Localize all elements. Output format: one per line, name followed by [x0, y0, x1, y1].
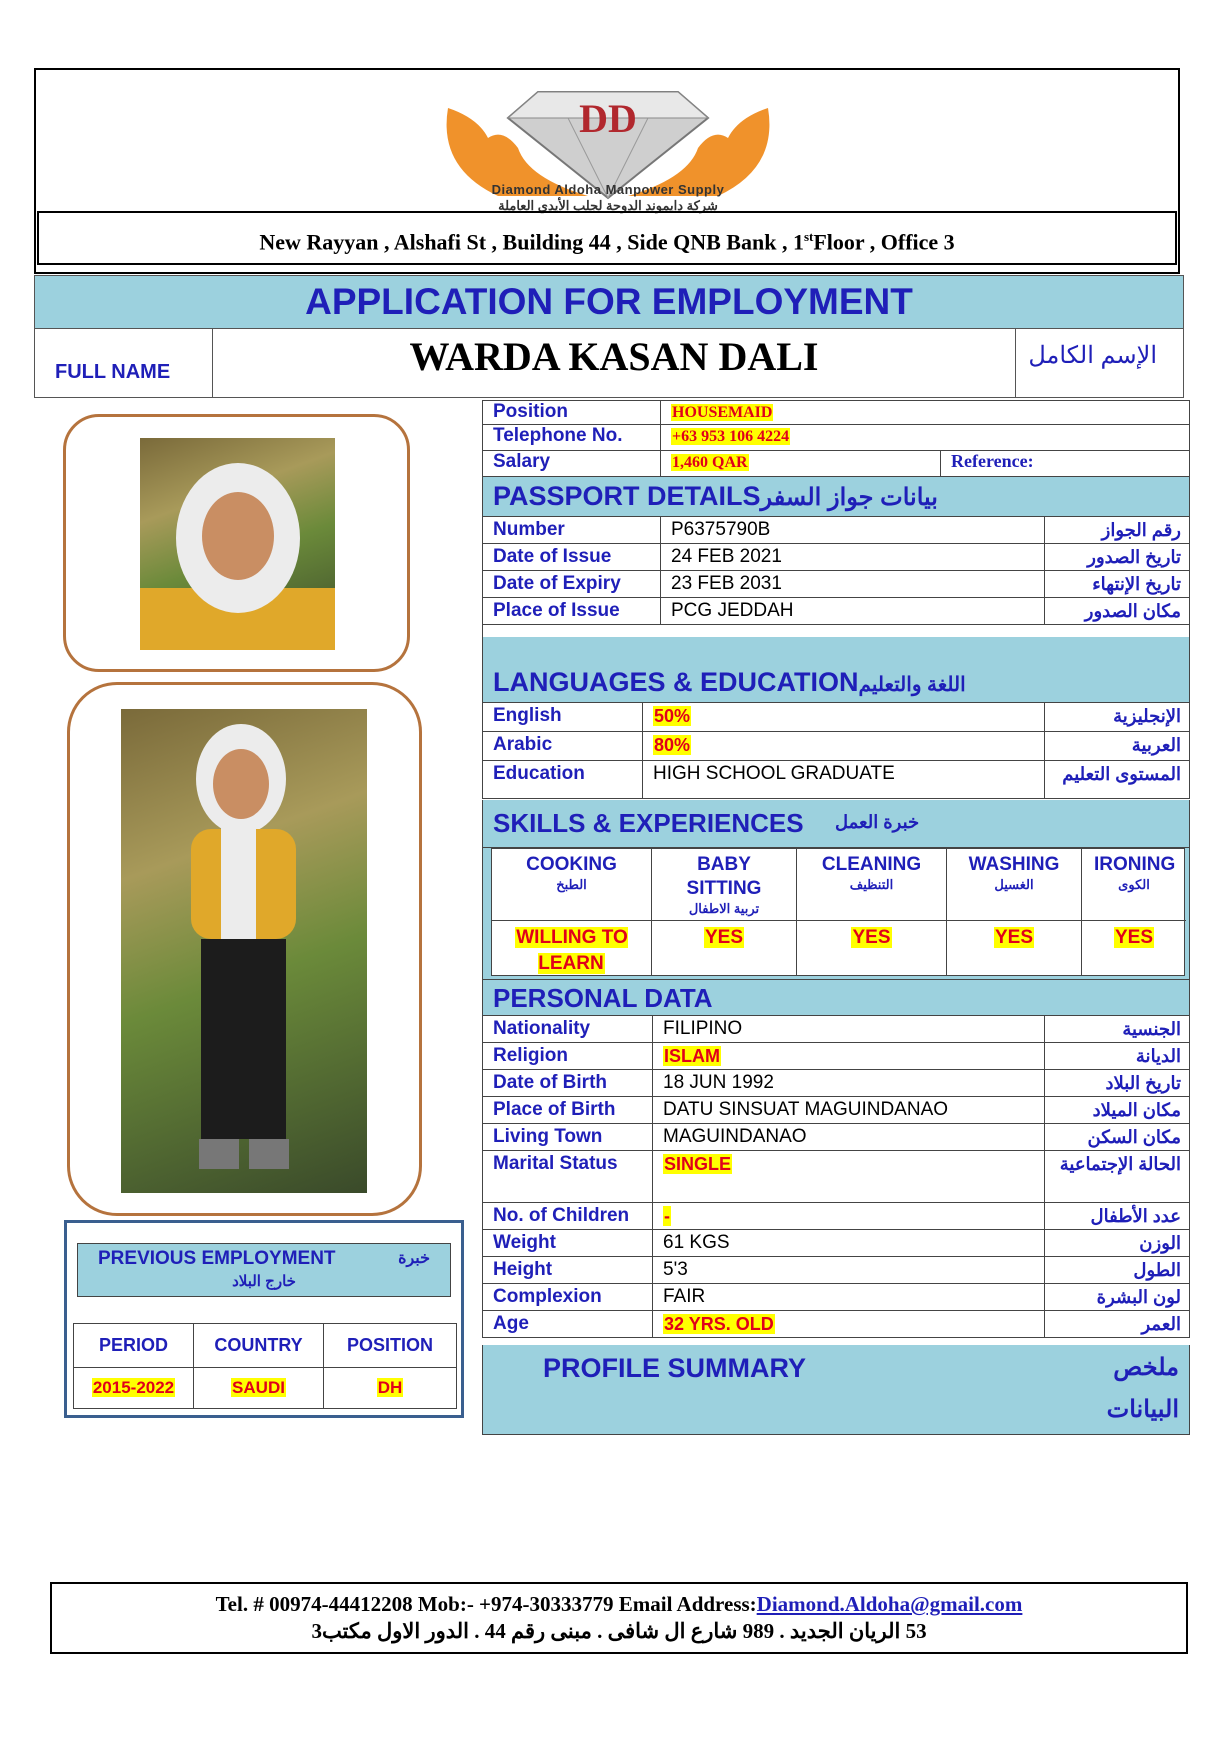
personal-value-cell [653, 1230, 1045, 1256]
personal-section-header [482, 980, 1190, 1016]
passport-value: 23 FEB 2031 [671, 573, 782, 594]
salary-row [482, 451, 1190, 477]
skill-column [492, 849, 652, 975]
language-ar: المستوى التعليم [1062, 764, 1181, 784]
personal-label: No. of Children [483, 1203, 653, 1229]
skill-name-ar: تربية الاطفال [688, 901, 760, 916]
personal-row [482, 1043, 1190, 1070]
page-title: APPLICATION FOR EMPLOYMENT [34, 275, 1184, 329]
personal-value: 61 KGS [663, 1232, 730, 1253]
personal-value-cell [653, 1311, 1045, 1337]
skill-header [652, 849, 796, 921]
personal-ar: العمر [1141, 1314, 1181, 1334]
address-end: Floor , Office 3 [813, 229, 955, 255]
portrait-photo [140, 438, 335, 650]
language-value-cell [643, 703, 1045, 731]
personal-value: MAGUINDANAO [663, 1126, 807, 1147]
passport-value-cell [661, 544, 1045, 570]
personal-value-cell [653, 1151, 1045, 1202]
language-label: English [483, 703, 643, 731]
skill-name: CLEANING [821, 854, 922, 875]
profile-summary-title-ar-2: البيانات [1106, 1396, 1179, 1423]
passport-label: Date of Issue [483, 544, 661, 570]
passport-row [482, 544, 1190, 571]
personal-row [482, 1097, 1190, 1124]
personal-ar: مكان الميلاد [1092, 1100, 1181, 1120]
languages-title-en: LANGUAGES & EDUCATION [493, 667, 859, 697]
language-label: Arabic [483, 732, 643, 760]
skills-section-header [482, 800, 1190, 848]
position-value-cell [661, 401, 1189, 424]
position-value: HOUSEMAID [672, 404, 773, 421]
language-ar: الإنجليزية [1113, 706, 1181, 726]
personal-ar: عدد الأطفال [1090, 1206, 1181, 1226]
personal-row [482, 1257, 1190, 1284]
address-sup: st [803, 229, 814, 244]
previous-employment-table [73, 1323, 457, 1409]
passport-ar: تاريخ الإنتهاء [1092, 574, 1181, 594]
languages-title-ar: اللغة والتعليم [858, 674, 966, 696]
skills-title-ar: خبرة العمل [835, 812, 920, 832]
personal-value: SINGLE [664, 1154, 732, 1174]
personal-ar: تاريخ البلاد [1105, 1073, 1181, 1093]
skill-column [652, 849, 797, 975]
previous-employment-title: PREVIOUS EMPLOYMENT [98, 1248, 336, 1269]
personal-value: 32 YRS. OLD [664, 1314, 774, 1334]
previous-employment-box [64, 1220, 464, 1418]
passport-label: Date of Expiry [483, 571, 661, 597]
logo-text-en: Diamond Aldoha Manpower Supply [491, 182, 725, 197]
logo-text-ar: شركة دايموند الدوحة لجلب الأيدي العاملة [498, 198, 718, 213]
personal-row [482, 1284, 1190, 1311]
language-value-cell [643, 732, 1045, 760]
skill-value-cell [797, 925, 946, 951]
skill-column [797, 849, 947, 975]
skill-value: WILLING TO LEARN [516, 927, 628, 974]
previous-employment-title-ar-2: خارج البلاد [232, 1273, 296, 1290]
personal-label: Height [483, 1257, 653, 1283]
skill-name-ar: الطبخ [556, 877, 587, 892]
skill-value: YES [852, 927, 891, 948]
position-label: Position [483, 401, 661, 424]
personal-value-cell [653, 1016, 1045, 1042]
personal-ar: لون البشرة [1096, 1287, 1181, 1307]
skill-value: YES [994, 927, 1034, 948]
skills-grid-wrap [482, 848, 1190, 980]
skill-name-ar: الغسيل [994, 877, 1034, 892]
skill-header [947, 849, 1081, 921]
passport-value: P6375790B [671, 519, 771, 540]
skill-header [797, 849, 946, 921]
languages-section-header [482, 637, 1190, 703]
reference-label: Reference: [951, 451, 1034, 471]
personal-value-cell [653, 1203, 1045, 1229]
skill-column [1082, 849, 1186, 975]
personal-ar: الحالة الإجتماعية [1059, 1154, 1181, 1174]
salary-value-cell [661, 451, 941, 476]
address-text: New Rayyan , Alshafi St , Building 44 , Side QNB Bank , 1 [259, 229, 804, 255]
footer-address-ar: 53 الريان الجديد . 989 شارع ال شافى . مبنى رقم 44 . الدور الاول مكتب3 [311, 1619, 927, 1643]
personal-value: FAIR [663, 1286, 706, 1307]
passport-value: 24 FEB 2021 [671, 546, 782, 567]
personal-row [482, 1070, 1190, 1097]
full-name-label-ar: الإسم الكامل [1028, 342, 1157, 369]
personal-value: 5'3 [663, 1259, 688, 1280]
skill-name: IRONING [1094, 854, 1176, 875]
prev-period: 2015-2022 [92, 1378, 175, 1397]
personal-label: Date of Birth [483, 1070, 653, 1096]
personal-value: ISLAM [664, 1046, 720, 1066]
photo-frame-1 [63, 414, 410, 672]
language-value-cell [643, 761, 1045, 798]
passport-section-header [482, 477, 1190, 517]
personal-value-cell [653, 1070, 1045, 1096]
personal-label: Complexion [483, 1284, 653, 1310]
prev-country-cell [194, 1368, 324, 1409]
footer [50, 1582, 1188, 1654]
footer-email-link[interactable]: Diamond.Aldoha@gmail.com [756, 1592, 1023, 1616]
person-full-icon [121, 709, 367, 1193]
personal-label: Place of Birth [483, 1097, 653, 1123]
passport-ar: تاريخ الصدور [1087, 547, 1181, 567]
personal-ar: الديانة [1135, 1046, 1181, 1066]
telephone-row [482, 425, 1190, 451]
prev-country: SAUDI [232, 1378, 285, 1397]
skills-grid [491, 848, 1185, 976]
languages-title [493, 667, 966, 698]
salary-label: Salary [483, 451, 661, 476]
skill-name: COOKING [526, 854, 617, 875]
person-icon [140, 438, 335, 650]
personal-label: Living Town [483, 1124, 653, 1150]
passport-value: PCG JEDDAH [671, 600, 794, 621]
skills-title: SKILLS & EXPERIENCES [493, 808, 804, 838]
skill-value-cell [652, 925, 796, 951]
personal-row [482, 1016, 1190, 1043]
profile-summary-title-ar-1: ملخص [1113, 1354, 1179, 1381]
personal-title: PERSONAL DATA [493, 983, 713, 1013]
photo-frame-2 [67, 682, 422, 1216]
language-row [482, 703, 1190, 732]
skill-name-ar: الكوى [1118, 877, 1150, 892]
telephone-value: +63 953 106 4224 [672, 428, 790, 445]
prev-header-country: COUNTRY [194, 1324, 324, 1368]
position-row [482, 400, 1190, 425]
full-name-label: FULL NAME [55, 361, 171, 383]
personal-label: Age [483, 1311, 653, 1337]
language-value: 50% [654, 706, 691, 726]
skill-value-cell [492, 925, 651, 977]
passport-title-en: PASSPORT DETAILS [493, 481, 761, 511]
personal-label: Weight [483, 1230, 653, 1256]
salary-value: 1,460 QAR [672, 454, 748, 471]
personal-value-cell [653, 1257, 1045, 1283]
skill-header [1082, 849, 1186, 921]
personal-ar: الوزن [1139, 1233, 1181, 1253]
language-row [482, 732, 1190, 761]
skill-name: WASHING [968, 854, 1060, 875]
language-label: Education [483, 761, 643, 798]
language-row [482, 761, 1190, 799]
full-name-row [34, 328, 1184, 398]
svg-text:DD: DD [579, 96, 637, 141]
passport-title [493, 481, 938, 512]
language-ar: العربية [1131, 735, 1181, 755]
personal-value-cell [653, 1043, 1045, 1069]
passport-title-ar: بيانات جواز السفر [760, 484, 938, 511]
passport-row [482, 517, 1190, 544]
prev-period-cell [74, 1368, 194, 1409]
personal-value-cell [653, 1124, 1045, 1150]
skill-value-cell [947, 925, 1081, 951]
personal-value-cell [653, 1097, 1045, 1123]
passport-ar: مكان الصدور [1084, 601, 1181, 621]
prev-header-period: PERIOD [74, 1324, 194, 1368]
language-value: HIGH SCHOOL GRADUATE [653, 763, 895, 784]
personal-value: FILIPINO [663, 1018, 743, 1039]
profile-summary-section [482, 1345, 1190, 1435]
personal-value: DATU SINSUAT MAGUINDANAO [663, 1099, 949, 1120]
personal-label: Religion [483, 1043, 653, 1069]
prev-position: DH [377, 1378, 403, 1397]
personal-row [482, 1151, 1190, 1203]
company-address [37, 211, 1177, 265]
passport-value-cell [661, 517, 1045, 543]
skill-value: YES [1114, 927, 1154, 948]
personal-value: - [664, 1206, 670, 1226]
skill-name-ar: التنظيف [849, 877, 894, 892]
prev-header-position: POSITION [324, 1324, 457, 1368]
language-value: 80% [654, 735, 691, 755]
personal-row [482, 1124, 1190, 1151]
full-name-ar-cell [1015, 329, 1183, 397]
full-name-label-cell [35, 329, 213, 397]
personal-label: Marital Status [483, 1151, 653, 1202]
previous-employment-title-ar-1: خبرة [398, 1250, 430, 1267]
personal-row [482, 1311, 1190, 1338]
skill-column [947, 849, 1082, 975]
passport-row [482, 571, 1190, 598]
footer-contact [52, 1592, 1186, 1617]
skill-header [492, 849, 651, 921]
logo [408, 78, 808, 218]
passport-value-cell [661, 571, 1045, 597]
passport-label: Number [483, 517, 661, 543]
passport-row [482, 598, 1190, 625]
skill-name: BABY SITTING [686, 854, 762, 899]
personal-row [482, 1230, 1190, 1257]
profile-summary-title: PROFILE SUMMARY [543, 1353, 806, 1383]
full-body-photo [121, 709, 367, 1193]
personal-value-cell [653, 1284, 1045, 1310]
full-name-value: WARDA KASAN DALI [409, 334, 819, 379]
prev-position-cell [324, 1368, 457, 1409]
personal-ar: الجنسية [1122, 1019, 1181, 1039]
skill-value-cell [1082, 925, 1186, 951]
passport-filler [482, 625, 1190, 637]
skill-value: YES [704, 927, 744, 948]
personal-row [482, 1203, 1190, 1230]
footer-contact-text: Tel. # 00974-44412208 Mob:- +974-30333779 Email Address: [215, 1592, 757, 1616]
passport-label: Place of Issue [483, 598, 661, 624]
telephone-label: Telephone No. [483, 425, 661, 450]
personal-label: Nationality [483, 1016, 653, 1042]
personal-ar: الطول [1133, 1260, 1181, 1280]
passport-ar: رقم الجواز [1101, 520, 1181, 540]
telephone-value-cell [661, 425, 1189, 450]
personal-value: 18 JUN 1992 [663, 1072, 774, 1093]
previous-employment-header [77, 1243, 451, 1297]
personal-ar: مكان السكن [1087, 1127, 1181, 1147]
passport-value-cell [661, 598, 1045, 624]
